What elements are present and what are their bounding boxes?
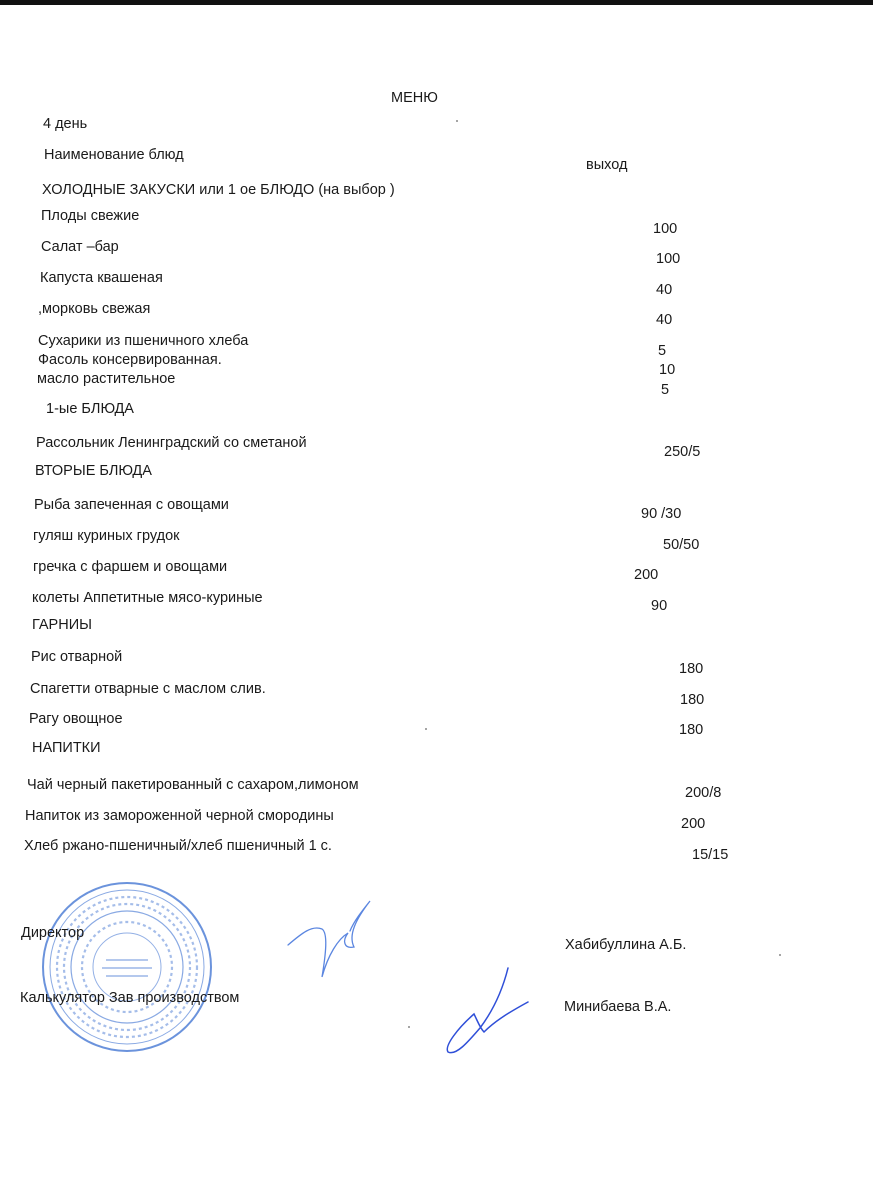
dish-amount: 180 [679, 661, 704, 677]
scan-speck [425, 728, 427, 730]
page-title: МЕНЮ [391, 90, 438, 106]
dish-name: Фасоль консервированная. [38, 352, 222, 368]
dish-name: Напиток из замороженной черной смородины [25, 808, 334, 824]
dish-name: гречка с фаршем и овощами [33, 559, 228, 575]
day-label: 4 день [43, 116, 88, 132]
dish-amount: 180 [680, 692, 705, 708]
official-stamp [40, 880, 214, 1054]
section-garnish: ГАРНИЫ [32, 617, 92, 633]
dish-amount: 100 [653, 221, 678, 237]
dish-amount: 50/50 [663, 537, 700, 553]
dish-name: гуляш куриных грудок [33, 528, 180, 544]
dish-amount: 40 [656, 312, 673, 328]
director-name: Хабибуллина А.Б. [565, 937, 687, 953]
dish-amount: 200 [634, 567, 659, 583]
dish-name: колеты Аппетитные мясо-куриные [32, 590, 263, 606]
calculator-label: Калькулятор Зав производством [20, 990, 240, 1006]
scan-top-edge [0, 0, 873, 5]
section-second: ВТОРЫЕ БЛЮДА [35, 463, 152, 479]
director-signature [282, 893, 382, 983]
dish-amount: 90 [651, 598, 668, 614]
dish-name: Чай черный пакетированный с сахаром,лимоном [27, 777, 359, 793]
calculator-name: Минибаева В.А. [564, 999, 672, 1015]
dish-amount: 100 [656, 251, 681, 267]
dish-name: ,морковь свежая [38, 301, 151, 317]
section-cold: ХОЛОДНЫЕ ЗАКУСКИ или 1 ое БЛЮДО (на выбор ) [42, 182, 395, 198]
dish-amount: 250/5 [664, 444, 701, 460]
yield-column-header: выход [586, 157, 628, 173]
dish-name: Салат –бар [41, 239, 119, 255]
calculator-signature [436, 962, 546, 1062]
dish-amount: 5 [661, 382, 670, 398]
scan-speck [456, 120, 458, 122]
dish-name: Рис отварной [31, 649, 123, 665]
dish-name: Рыба запеченная с овощами [34, 497, 229, 513]
name-column-header: Наименование блюд [44, 147, 184, 163]
scan-speck [408, 1026, 410, 1028]
dish-amount: 200 [681, 816, 706, 832]
dish-name: Плоды свежие [41, 208, 140, 224]
dish-name: Капуста квашеная [40, 270, 163, 286]
dish-name: Рагу овощное [29, 711, 123, 727]
section-first: 1-ые БЛЮДА [46, 401, 134, 417]
dish-name: Сухарики из пшеничного хлеба [38, 333, 249, 349]
scan-speck [779, 954, 781, 956]
dish-name: Хлеб ржано-пшеничный/хлеб пшеничный 1 с. [24, 838, 332, 854]
dish-amount: 90 /30 [641, 506, 682, 522]
section-drinks: НАПИТКИ [32, 740, 101, 756]
dish-amount: 200/8 [685, 785, 722, 801]
dish-amount: 180 [679, 722, 704, 738]
director-label: Директор [21, 925, 85, 941]
dish-name: Рассольник Ленинградский со сметаной [36, 435, 307, 451]
dish-amount: 5 [658, 343, 667, 359]
dish-amount: 40 [656, 282, 673, 298]
dish-amount: 10 [659, 362, 676, 378]
dish-amount: 15/15 [692, 847, 729, 863]
dish-name: масло растительное [37, 371, 176, 387]
dish-name: Спагетти отварные с маслом слив. [30, 681, 266, 697]
